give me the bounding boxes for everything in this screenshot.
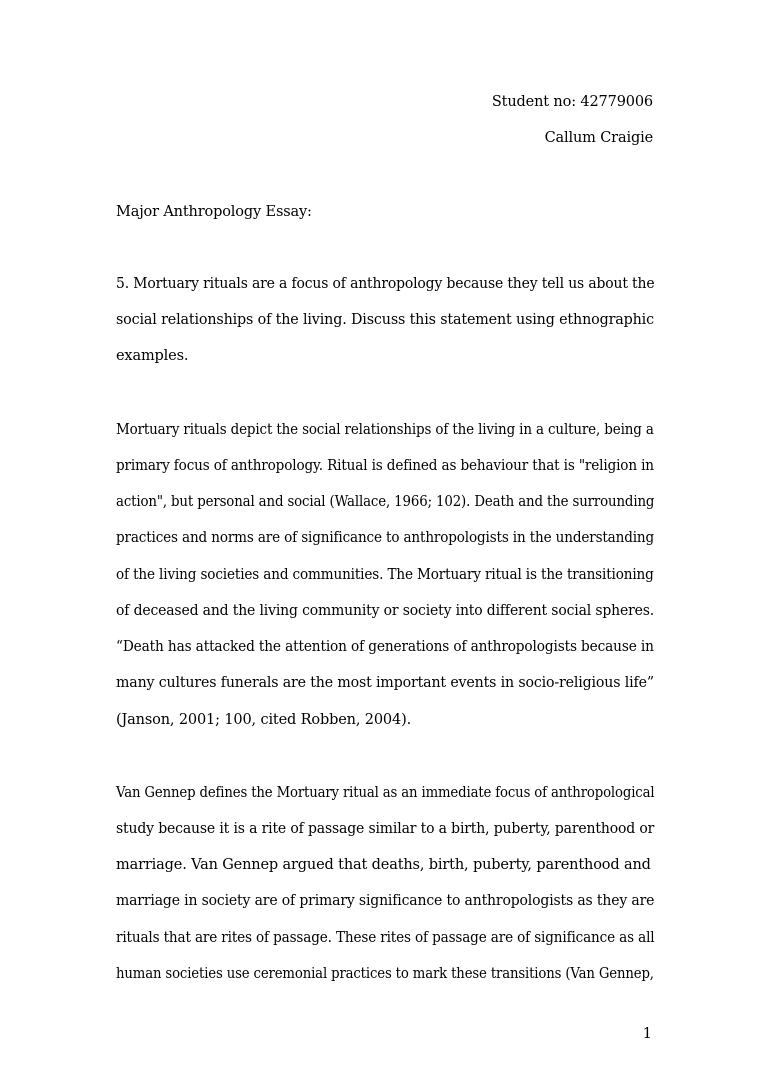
paragraph-line: “Death has attacked the attention of generations of anthropologists because in [116,639,654,655]
question-line: examples. [116,348,189,364]
question-line: social relationships of the living. Discuss this statement using ethnographic [116,312,654,328]
paragraph-line: of the living societies and communities. The Mortuary ritual is the transitioning [116,567,654,583]
paragraph-line: human societies use ceremonial practices to mark these transitions (Van Gennep, [116,966,654,982]
paragraph-line: practices and norms are of significance to anthropologists in the understanding [116,530,655,546]
paragraph-line: study because it is a rite of passage similar to a birth, puberty, parenthood or [116,821,655,837]
paragraph-line: Van Gennep defines the Mortuary ritual as an immediate focus of anthropological [116,785,655,801]
student-number: Student no: 42779006 [491,94,653,110]
essay-title: Major Anthropology Essay: [116,204,312,220]
paragraph-line: of deceased and the living community or society into different social spheres. [116,603,655,619]
paragraph-line: marriage in society are of primary significance to anthropologists as they are [116,893,655,909]
paragraph-line: (Janson, 2001; 100, cited Robben, 2004). [116,712,412,728]
paragraph-line: action", but personal and social (Wallace, 1966; 102). Death and the surrounding [116,494,655,510]
paragraph-line: many cultures funerals are the most important events in socio-religious life” [116,675,654,691]
page-number: 1 [642,1026,652,1042]
paragraph-line: primary focus of anthropology. Ritual is defined as behaviour that is "religion in [116,458,654,474]
paragraph-line: rituals that are rites of passage. These rites of passage are of significance as all [116,930,655,946]
paragraph-line: Mortuary rituals depict the social relationships of the living in a culture, being a [116,422,654,438]
author-name: Callum Craigie [544,130,653,146]
question-line: 5. Mortuary rituals are a focus of anthropology because they tell us about the [116,276,655,292]
paragraph-line: marriage. Van Gennep argued that deaths, birth, puberty, parenthood and [116,857,651,873]
